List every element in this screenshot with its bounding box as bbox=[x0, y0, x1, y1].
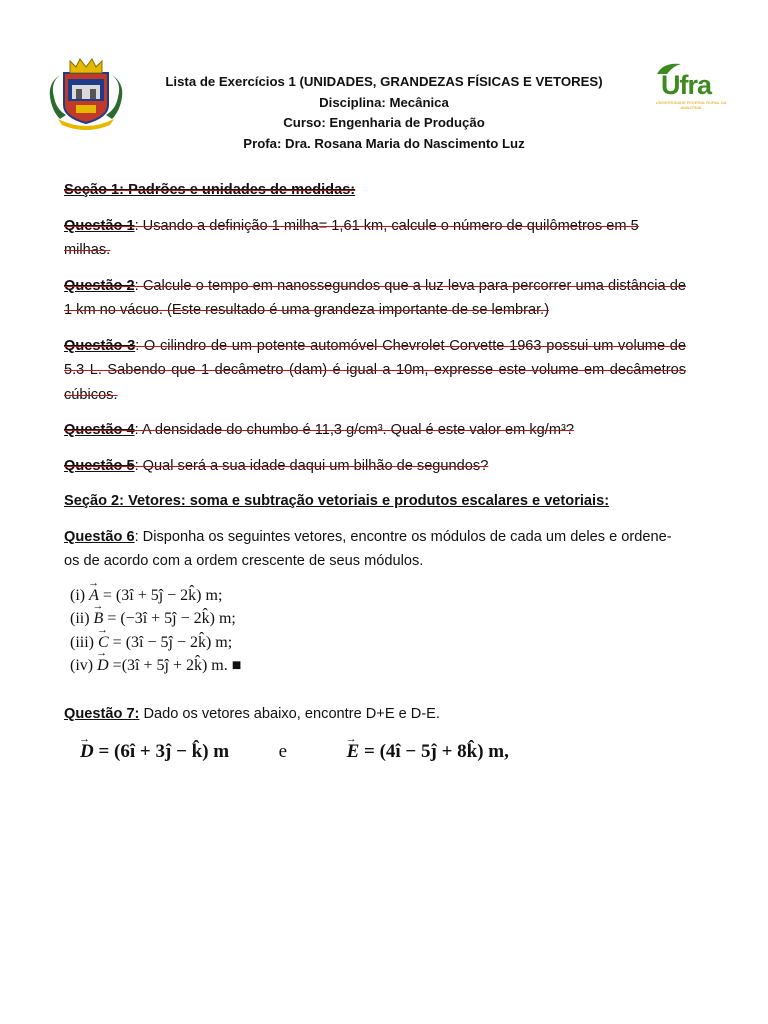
document-header bbox=[0, 72, 768, 154]
question-1 bbox=[64, 214, 686, 263]
question-7 bbox=[64, 702, 686, 727]
question-6-label: Questão 6 bbox=[64, 528, 135, 545]
question-7-label: Questão 7: bbox=[64, 705, 140, 722]
equation-e: → E = (4î − 5ĵ + 8k̂) m, bbox=[347, 741, 509, 762]
question-7-text: Dado os vetores abaixo, encontre D+E e D-E. bbox=[139, 705, 440, 722]
question-3-label: Questão 3 bbox=[64, 337, 136, 354]
vector-b: (ii) → B = (−3î + 5ĵ − 2k̂) m; bbox=[70, 607, 686, 631]
question-3 bbox=[64, 334, 686, 408]
section-2-title: Seção 2: Vetores: soma e subtração vetoriais e produtos escalares e vetoriais: bbox=[64, 493, 610, 509]
question-5-label: Questão 5 bbox=[64, 457, 135, 474]
question-4-label: Questão 4 bbox=[64, 422, 135, 438]
question-2 bbox=[64, 274, 686, 323]
ufra-logo-text: Ufra bbox=[661, 70, 712, 100]
header-title: Lista de Exercícios 1 (UNIDADES, GRANDEZAS FÍSICAS E VETORES) bbox=[165, 74, 603, 89]
header-professor: Profa: Dra. Rosana Maria do Nascimento Luz bbox=[243, 135, 525, 151]
question-4 bbox=[64, 418, 686, 443]
header-course: Curso: Engenharia de Produção bbox=[283, 115, 485, 130]
question-3-text: : O cilindro de um potente automóvel Chevrolet Corvette 1963 possui um volume de 5.3 L. Sabendo que 1 decâmetro (dam) é igual a 10m, expresse este volume em decâmetros cúbicos. bbox=[64, 337, 686, 403]
ufra-logo-subtitle: UNIVERSIDADE FEDERAL RURAL DA AMAZÔNIA bbox=[655, 100, 727, 110]
question-7-equations bbox=[80, 740, 686, 764]
vector-d: (iv) → D =(3î + 5ĵ + 2k̂) m. ■ bbox=[70, 654, 686, 678]
question-2-label: Questão 2 bbox=[64, 277, 135, 294]
equation-d: → D = (6î + 3ĵ − k̂) m bbox=[80, 741, 229, 762]
question-1-text: : Usando a definição 1 milha= 1,61 km, calcule o número de quilômetros em 5 milhas. bbox=[64, 217, 639, 258]
section-1-title: Seção 1: Padrões e unidades de medidas: bbox=[64, 182, 356, 198]
question-5 bbox=[64, 454, 686, 479]
question-4-text: : A densidade do chumbo é 11,3 g/cm³. Qual é este valor em kg/m³? bbox=[134, 422, 574, 438]
question-6 bbox=[64, 525, 686, 574]
vector-list bbox=[70, 584, 686, 678]
document-body bbox=[64, 178, 686, 764]
question-1-label: Questão 1 bbox=[64, 217, 135, 234]
question-6-text: : Disponha os seguintes vetores, encontre os módulos de cada um deles e ordene-os de acordo com a ordem crescente de seus módulos. bbox=[64, 528, 672, 569]
question-5-text: : Qual será a sua idade daqui um bilhão de segundos? bbox=[134, 457, 489, 474]
question-2-text: : Calcule o tempo em nanossegundos que a luz leva para percorrer uma distância de 1 km no vácuo. (Este resultado é uma grandeza importante de se lembrar.) bbox=[64, 277, 686, 318]
vector-a: (i) → A = (3î + 5ĵ − 2k̂) m; bbox=[70, 584, 686, 608]
header-discipline: Disciplina: Mecânica bbox=[319, 94, 449, 110]
equation-separator: e bbox=[278, 741, 288, 762]
vector-c: (iii) → C = (3î − 5ĵ − 2k̂) m; bbox=[70, 631, 686, 655]
